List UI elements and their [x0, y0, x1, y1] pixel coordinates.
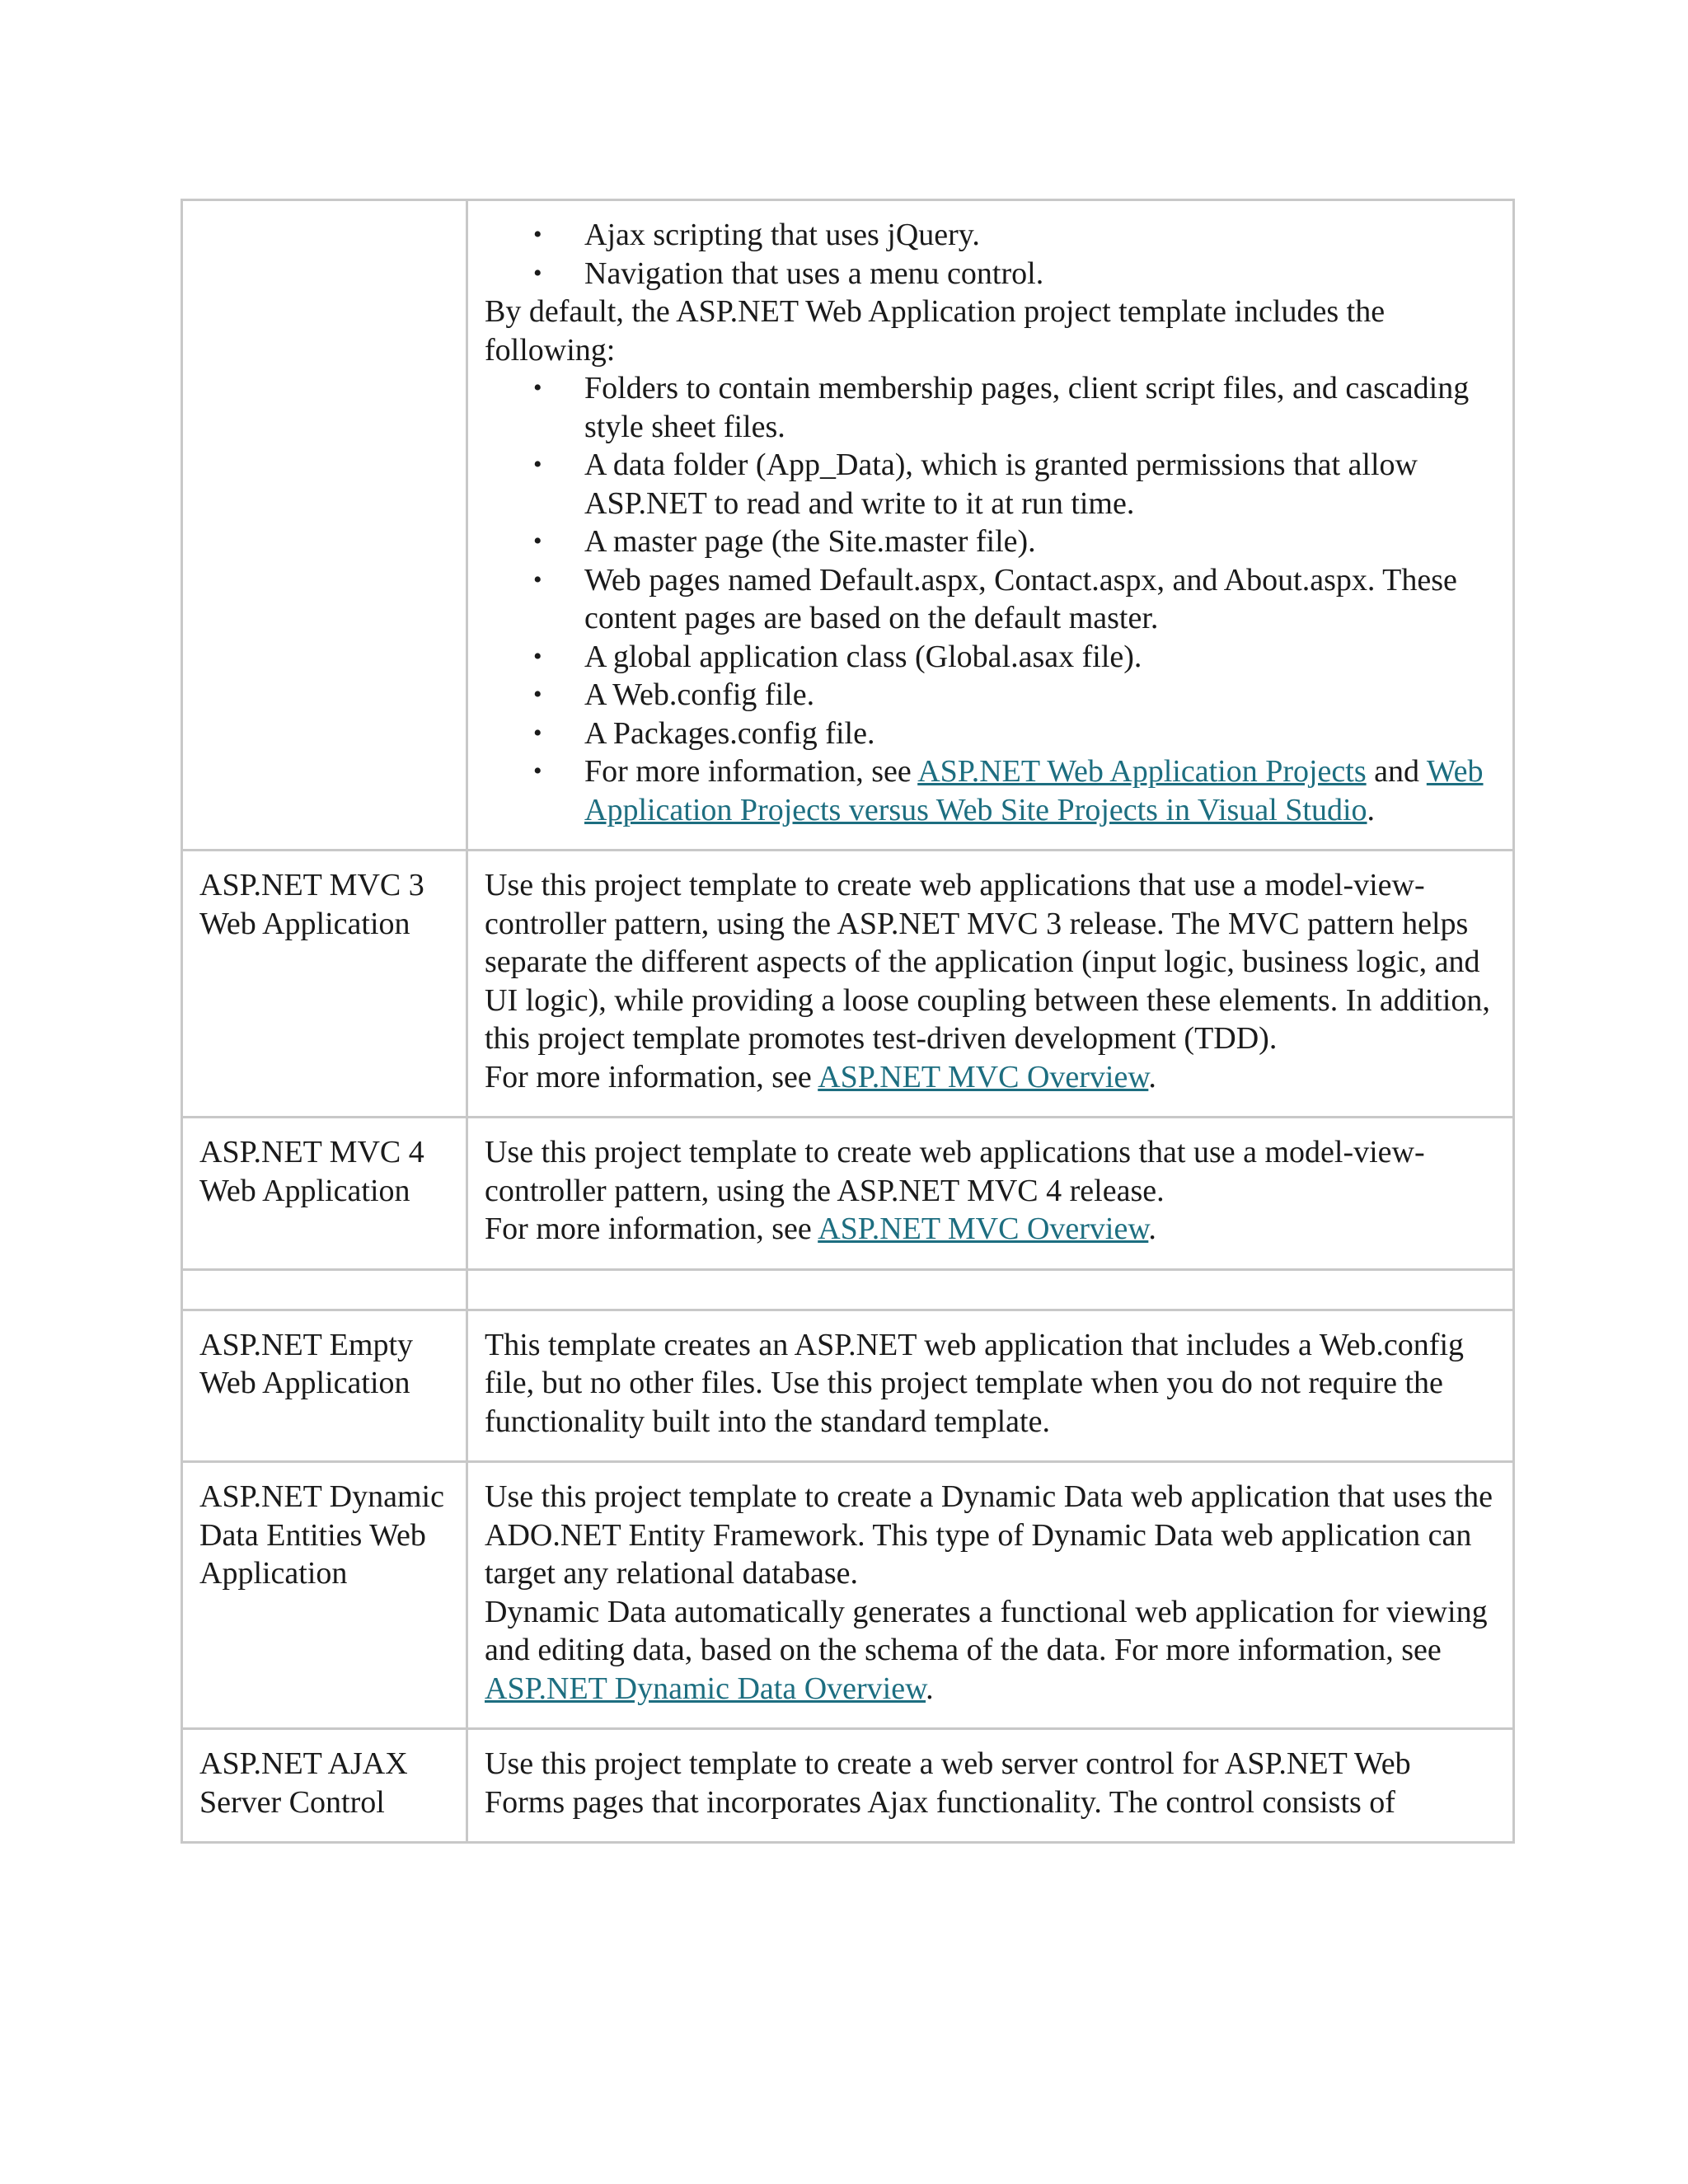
project-templates-table	[181, 199, 1515, 1844]
web-application-projects-link[interactable]: ASP.NET Web Application Projects	[917, 754, 1367, 789]
intro-text: By default, the ASP.NET Web Application project template includes the following:	[485, 294, 1386, 368]
empty-cell	[467, 1269, 1514, 1310]
template-description-cell	[467, 1729, 1514, 1843]
feature-list	[485, 216, 1496, 293]
description-text: This template creates an ASP.NET web application that includes a Web.config file, but no other files. Use this project template when you do not require the functionality built into the standard template.	[485, 1327, 1465, 1439]
list-item: • Web pages named Default.aspx, Contact.aspx, and About.aspx. These content pages are based on the default master.	[485, 561, 1496, 638]
description-text: Use this project template to create a web server control for ASP.NET Web Forms pages that incorporates Ajax functionality. The control consists of	[485, 1746, 1411, 1820]
description-text: Use this project template to create web applications that use a model-view-controller pattern, using the ASP.NET MVC 4 release.	[485, 1135, 1425, 1208]
list-item: • A Web.config file.	[485, 676, 1496, 715]
more-info-text: Dynamic Data automatically generates a functional web application for viewing and editing data, based on the schema of the data. For more information, see ASP.NET Dynamic Data Overview.	[485, 1594, 1488, 1706]
template-name-cell: ASP.NET MVC 3 Web Application	[182, 851, 467, 1118]
template-name-cell: ASP.NET AJAX Server Control	[182, 1729, 467, 1843]
list-item: • Folders to contain membership pages, client script files, and cascading style sheet files.	[485, 369, 1496, 446]
list-item: • A global application class (Global.asax file).	[485, 638, 1496, 677]
list-item: • A data folder (App_Data), which is granted permissions that allow ASP.NET to read and write to it at run time.	[485, 446, 1496, 523]
table-row	[182, 1729, 1514, 1843]
table-row	[182, 200, 1514, 851]
table-row	[182, 1310, 1514, 1462]
empty-table-row	[182, 1269, 1514, 1310]
list-item: • Navigation that uses a menu control.	[485, 255, 1496, 293]
empty-cell	[182, 1269, 467, 1310]
template-name-cell: ASP.NET Empty Web Application	[182, 1310, 467, 1462]
table-row	[182, 1118, 1514, 1270]
template-description-cell	[467, 1462, 1514, 1729]
template-description-cell	[467, 851, 1514, 1118]
more-info-text: For more information, see ASP.NET MVC Overview.	[485, 1212, 1156, 1246]
list-item-more-info: • For more information, see ASP.NET Web Application Projects and Web Application Projects versus Web Site Projects in Visual Studio.	[485, 752, 1496, 829]
more-info-text: For more information, see ASP.NET MVC Overview.	[485, 1059, 1156, 1094]
list-item: • A master page (the Site.master file).	[485, 523, 1496, 561]
table-row	[182, 1462, 1514, 1729]
template-description-cell	[467, 200, 1514, 851]
template-description-cell	[467, 1118, 1514, 1270]
list-item: • A Packages.config file.	[485, 715, 1496, 753]
mvc-overview-link[interactable]: ASP.NET MVC Overview	[818, 1212, 1149, 1246]
description-text: Use this project template to create web applications that use a model-view-controller pattern, using the ASP.NET MVC 3 release. The MVC pattern helps separate the different aspects of the application (input logic, business logic, and UI logic), while providing a loose coupling between these elements. In addition, this project template promotes test-driven development (TDD).	[485, 868, 1490, 1056]
template-description-cell	[467, 1310, 1514, 1462]
template-name-cell: ASP.NET MVC 4 Web Application	[182, 1118, 467, 1270]
template-name-cell	[182, 200, 467, 851]
dynamic-data-overview-link[interactable]: ASP.NET Dynamic Data Overview	[485, 1671, 926, 1706]
web-app-vs-web-site-link[interactable]: Web Application Projects versus Web Site Projects in Visual Studio	[584, 754, 1484, 827]
template-name-cell: ASP.NET Dynamic Data Entities Web Application	[182, 1462, 467, 1729]
list-item: • Ajax scripting that uses jQuery.	[485, 216, 1496, 255]
table-row	[182, 851, 1514, 1118]
description-text: Use this project template to create a Dynamic Data web application that uses the ADO.NET Entity Framework. This type of Dynamic Data web application can target any relational database.	[485, 1479, 1493, 1591]
includes-list	[485, 369, 1496, 829]
mvc-overview-link[interactable]: ASP.NET MVC Overview	[818, 1059, 1149, 1094]
